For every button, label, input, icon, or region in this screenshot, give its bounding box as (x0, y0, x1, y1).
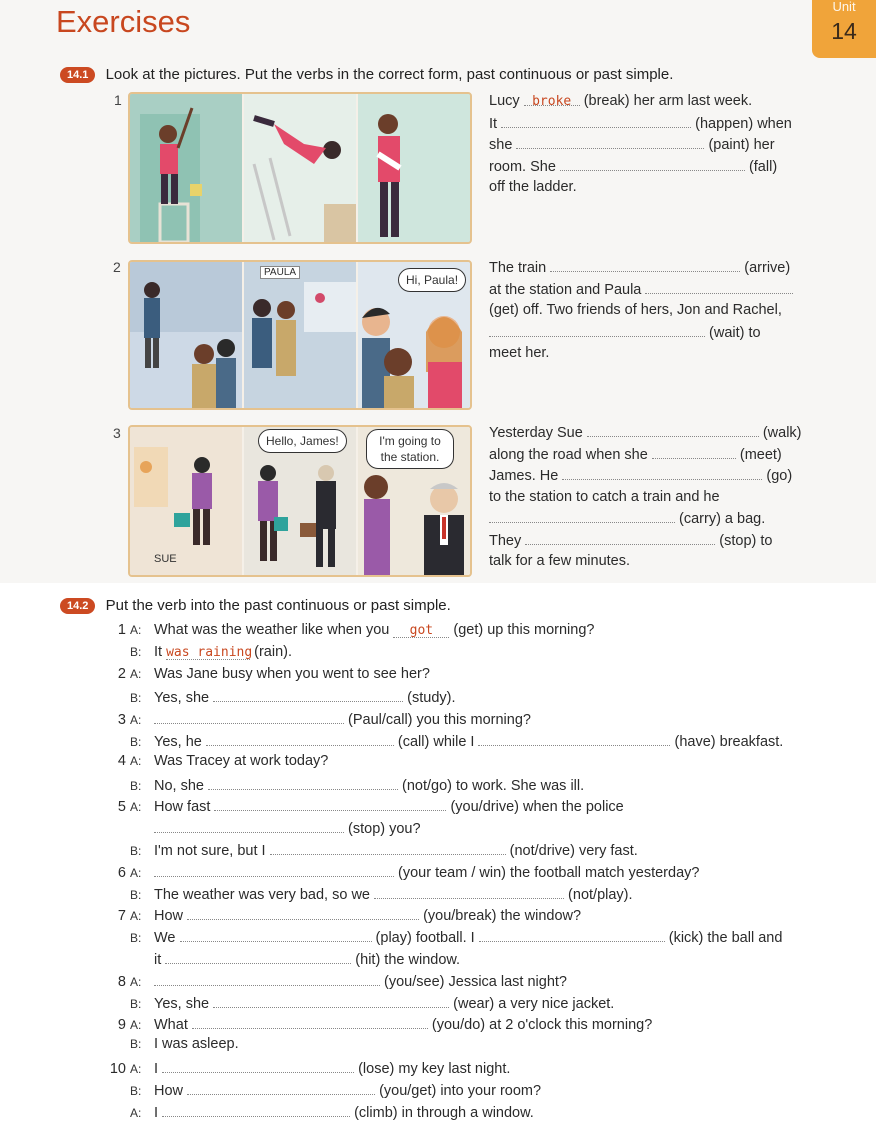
ex1-header (60, 66, 673, 83)
text-fragment: (happen) when (691, 115, 792, 132)
ex2-line (108, 993, 614, 1012)
ex2-line (108, 818, 421, 837)
text-fragment: Yes, he (154, 734, 206, 750)
comic-panel (244, 427, 359, 575)
speaker-label: B: (130, 644, 142, 659)
ex2-item-number: 6 (117, 864, 126, 881)
answer-blank[interactable]: broke (524, 91, 580, 106)
answer-blank[interactable] (187, 905, 419, 920)
answer-blank[interactable] (516, 134, 704, 149)
text-line (489, 343, 809, 365)
text-fragment: (get) up this morning? (449, 622, 595, 638)
text-line (489, 465, 809, 487)
comic-panel (130, 94, 245, 242)
people-on-platform-figure (244, 262, 356, 408)
text-fragment: (stop) you? (344, 821, 421, 838)
answer-blank[interactable] (154, 971, 380, 986)
ex2-line (108, 753, 328, 769)
text-fragment: (call) while I (393, 734, 479, 750)
comic-panel (358, 262, 470, 408)
answer-blank[interactable] (162, 1058, 354, 1073)
text-fragment: James. He (489, 468, 563, 484)
woman-with-sling-figure (358, 94, 470, 242)
ex2-line (108, 971, 567, 990)
answer-blank[interactable]: was raining (166, 644, 253, 660)
illustration-ladder-fall (128, 92, 472, 244)
text-fragment: (you/do) at 2 o'clock this morning? (427, 1017, 653, 1034)
text-fragment: off the ladder. (489, 179, 577, 195)
illustration-train-station (128, 260, 472, 410)
text-fragment: (not/go) to work. She was ill. (398, 777, 585, 794)
text-fragment: Was Tracey at work today? (154, 752, 329, 769)
ex1-item-1-text (489, 91, 809, 199)
text-line (489, 257, 809, 279)
text-fragment: I (154, 1061, 163, 1077)
text-fragment: The weather was very bad, so we (154, 886, 375, 903)
text-fragment: (play) football. I (371, 930, 479, 947)
speaker-label: B: (130, 887, 142, 902)
text-fragment: I (154, 1104, 163, 1121)
comic-panel (130, 427, 245, 575)
ex2-header (60, 597, 451, 614)
text-fragment: The train (489, 260, 551, 276)
text-fragment: (arrive) (740, 260, 791, 276)
text-fragment: How (154, 908, 188, 925)
text-fragment: Yes, she (154, 995, 214, 1012)
ex2-item-number: 7 (117, 908, 126, 925)
ex2-line (108, 1014, 652, 1033)
ex2-line (108, 905, 581, 924)
answer-blank[interactable] (208, 775, 398, 790)
text-fragment: (break) her arm last week. (579, 93, 753, 109)
answer-blank[interactable] (187, 1080, 375, 1095)
text-fragment: it (154, 952, 166, 968)
ex2-line (108, 775, 584, 794)
text-fragment: room. She (489, 158, 560, 175)
text-fragment: (rain). (250, 643, 292, 660)
ex1-item-number: 2 (113, 259, 121, 275)
text-fragment: (study). (403, 690, 456, 707)
ex2-line (108, 840, 638, 859)
text-fragment: No, she (154, 777, 208, 794)
answer-blank[interactable] (165, 949, 351, 964)
text-fragment: It (489, 115, 502, 132)
comic-panel (358, 94, 470, 242)
text-fragment: along the road when she (489, 446, 652, 463)
ex2-line (108, 644, 292, 660)
ex2-instruction: Put the verb into the past continuous or past simple. (105, 597, 451, 614)
answer-blank[interactable] (213, 993, 449, 1008)
unit-label: Unit (832, 0, 856, 14)
text-fragment: (not/play). (564, 886, 633, 903)
text-fragment: They (489, 532, 526, 549)
text-fragment: How fast (154, 799, 215, 816)
page-title: Exercises (56, 4, 191, 39)
text-fragment: We (154, 930, 180, 947)
speech-bubble: Hi, Paula! (398, 268, 466, 292)
text-fragment: (you/see) Jessica last night? (380, 973, 567, 990)
unit-number: 14 (831, 18, 857, 44)
name-label-sue: SUE (154, 553, 177, 565)
speaker-label: A: (130, 865, 142, 880)
answer-blank[interactable] (489, 508, 675, 523)
ex2-line (108, 1102, 534, 1121)
comic-panel (244, 262, 359, 408)
answer-blank[interactable] (525, 530, 715, 545)
text-fragment: to the station to catch a train and he (489, 488, 720, 505)
answer-blank[interactable] (478, 731, 670, 746)
ex1-item-number: 3 (113, 425, 121, 441)
ex2-line (108, 884, 633, 903)
text-fragment: (Paul/call) you this morning? (344, 712, 531, 729)
ex2-line (108, 1080, 541, 1099)
answer-blank[interactable] (214, 796, 446, 811)
ex2-item-number: 10 (109, 1061, 126, 1077)
speaker-label: B: (130, 1083, 142, 1098)
unit-tab (812, 0, 876, 58)
woman-falling-figure (244, 94, 356, 242)
text-fragment: (wear) a very nice jacket. (449, 995, 615, 1012)
ex2-item-number: 3 (117, 712, 126, 729)
speech-bubble: I'm going to the station. (366, 429, 454, 469)
text-fragment: she (489, 137, 517, 153)
text-fragment: I'm not sure, but I (154, 843, 270, 859)
ex2-line (108, 949, 460, 968)
text-fragment: (walk) (758, 425, 802, 441)
ex1-item-number: 1 (114, 92, 122, 108)
text-line (489, 422, 809, 444)
text-fragment: (carry) a bag. (675, 511, 766, 527)
ex1-instruction: Look at the pictures. Put the verbs in the correct form, past continuous or past simple. (105, 66, 674, 83)
ex1-badge: 14.1 (60, 67, 95, 83)
ex2-line (108, 927, 782, 946)
ex2-line (108, 709, 531, 728)
ex2-item-number: 8 (117, 973, 126, 990)
speaker-label: B: (130, 735, 142, 749)
text-fragment: (your team / win) the football match yesterday? (394, 864, 700, 881)
text-fragment: What (154, 1017, 192, 1034)
answer-blank[interactable] (270, 840, 506, 855)
speaker-label: A: (130, 974, 142, 989)
speaker-label: B: (130, 1037, 142, 1052)
answer-blank[interactable] (550, 257, 740, 272)
ex2-item-number: 5 (117, 799, 126, 816)
answer-blank[interactable]: got (393, 623, 449, 638)
answer-blank[interactable] (180, 927, 372, 942)
answer-blank[interactable] (154, 818, 344, 833)
text-fragment: It (154, 643, 167, 660)
answer-blank[interactable] (587, 422, 759, 437)
answer-blank[interactable] (645, 279, 793, 294)
text-fragment: (stop) to (715, 532, 773, 549)
text-fragment: (lose) my key last night. (354, 1061, 511, 1077)
text-fragment: (you/drive) when the police (446, 799, 624, 816)
text-line (489, 487, 809, 509)
text-fragment: meet her. (489, 345, 550, 361)
ex2-line (108, 796, 624, 815)
ex2-item-number: 1 (117, 622, 126, 638)
text-fragment: Lucy (489, 93, 524, 109)
text-fragment: How (154, 1082, 188, 1099)
answer-blank[interactable] (154, 709, 344, 724)
text-fragment: (get) off. Two friends of hers, Jon and Rachel, (489, 302, 782, 318)
answer-blank[interactable] (154, 862, 394, 877)
ex2-line (108, 1058, 510, 1077)
text-fragment: (you/get) into your room? (375, 1082, 542, 1099)
answer-blank[interactable] (560, 156, 745, 171)
text-line (489, 322, 809, 344)
answer-blank[interactable] (213, 687, 403, 702)
station-sign-paula: PAULA (260, 266, 300, 279)
text-fragment: (paint) her (704, 137, 775, 153)
text-line (489, 444, 809, 466)
ex1-item-2-text (489, 257, 809, 365)
text-line (489, 508, 809, 530)
answer-blank[interactable] (501, 113, 691, 128)
answer-blank[interactable] (652, 444, 736, 459)
text-line (489, 156, 809, 178)
sue-walking-figure (130, 427, 242, 551)
speaker-label: B: (130, 996, 142, 1011)
text-fragment: (you/break) the window? (419, 908, 582, 925)
speaker-label: B: (130, 778, 142, 793)
text-line (489, 530, 809, 552)
text-fragment: (kick) the ball and (664, 930, 783, 947)
answer-blank[interactable] (162, 1102, 350, 1117)
text-fragment: (fall) (744, 158, 778, 175)
speaker-label: B: (130, 931, 142, 946)
ex2-line (108, 1036, 239, 1052)
page-divider (0, 583, 876, 590)
text-line (489, 300, 809, 322)
speaker-label: A: (130, 1018, 142, 1033)
speaker-label: B: (130, 844, 142, 858)
text-fragment: talk for a few minutes. (489, 553, 631, 569)
ex2-item-number: 2 (117, 665, 126, 682)
text-fragment: (climb) in through a window. (350, 1104, 534, 1121)
speaker-label: A: (130, 1105, 142, 1120)
speaker-label: A: (130, 713, 142, 728)
text-fragment: (have) breakfast. (670, 734, 784, 750)
comic-panel (358, 427, 470, 575)
speech-bubble: Hello, James! (258, 429, 347, 453)
woman-painting-figure (130, 94, 242, 242)
text-fragment: Was Jane busy when you went to see her? (154, 665, 430, 682)
ex2-line (108, 731, 783, 750)
answer-blank[interactable] (192, 1014, 428, 1029)
answer-blank[interactable] (374, 884, 564, 899)
speaker-label: A: (130, 909, 142, 924)
speaker-label: A: (130, 800, 142, 815)
answer-blank[interactable] (489, 322, 705, 337)
speaker-label: A: (130, 623, 142, 637)
answer-blank[interactable] (206, 731, 394, 746)
ex1-item-3-text (489, 422, 809, 573)
text-fragment: (not/drive) very fast. (505, 843, 638, 859)
text-fragment: (hit) the window. (351, 952, 461, 968)
text-fragment: What was the weather like when you (154, 622, 394, 638)
speaker-label: A: (130, 753, 142, 768)
text-fragment: (meet) (735, 446, 782, 463)
ex2-item-number: 4 (117, 752, 126, 769)
illustration-sue-meets-james (128, 425, 472, 577)
speaker-label: A: (130, 666, 142, 681)
text-fragment: at the station and Paula (489, 281, 646, 298)
speaker-label: B: (130, 691, 142, 706)
text-line (489, 551, 809, 573)
ex2-line (108, 862, 699, 881)
text-fragment: I was asleep. (154, 1036, 239, 1053)
ex2-line (108, 622, 594, 638)
text-line (489, 177, 809, 199)
answer-blank[interactable] (562, 465, 762, 480)
man-waving-figure (130, 262, 242, 408)
speaker-label: A: (130, 1062, 142, 1076)
answer-blank[interactable] (479, 927, 665, 942)
comic-panel (244, 94, 359, 242)
ex2-badge: 14.2 (60, 598, 95, 614)
text-line (489, 91, 809, 113)
ex2-item-number: 9 (117, 1017, 126, 1034)
text-fragment: (wait) to (705, 324, 761, 341)
comic-panel (130, 262, 245, 408)
text-line (489, 113, 809, 135)
text-line (489, 279, 809, 301)
text-line (489, 134, 809, 156)
text-fragment: Yes, she (154, 690, 214, 707)
text-fragment: Yesterday Sue (489, 425, 587, 441)
ex2-line (108, 666, 430, 682)
ex2-line (108, 687, 456, 706)
text-fragment: (go) (762, 468, 793, 484)
